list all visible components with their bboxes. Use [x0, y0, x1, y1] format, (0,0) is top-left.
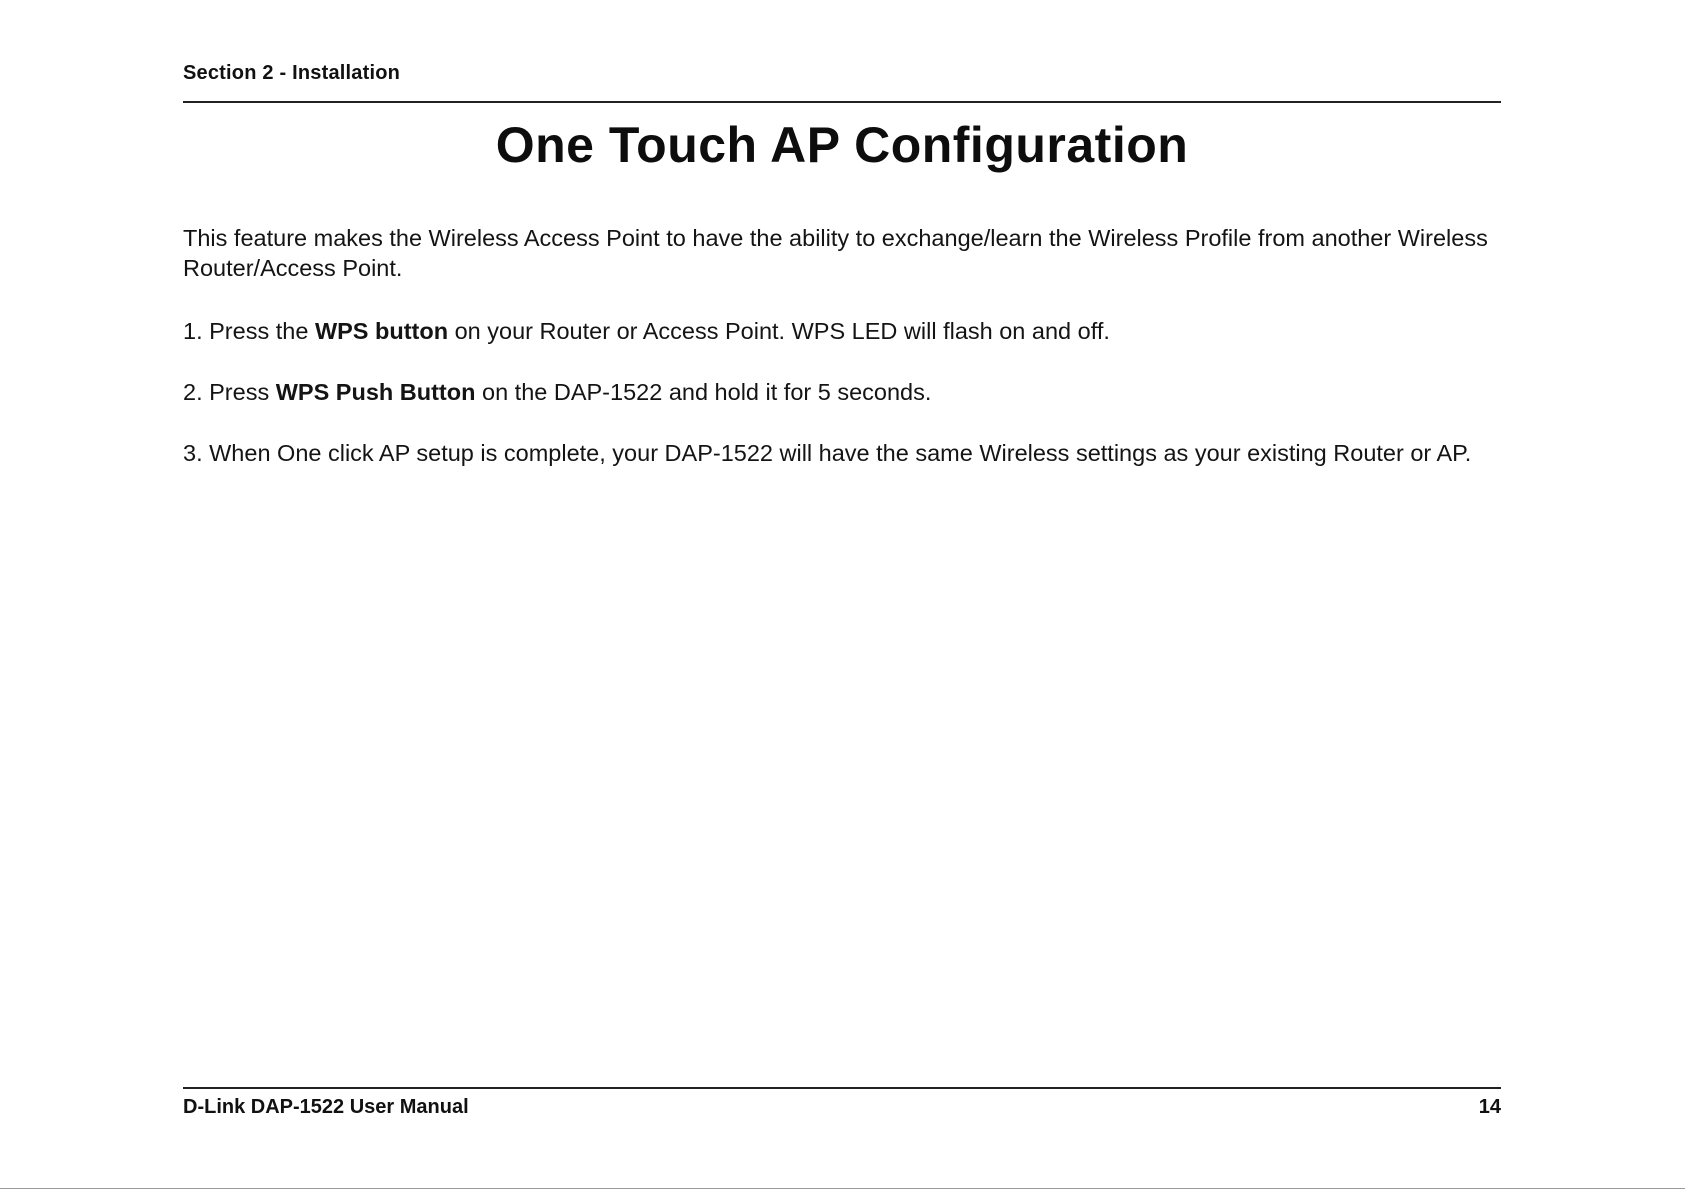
page-title: One Touch AP Configuration — [495, 117, 1189, 173]
step-1 — [183, 316, 1513, 346]
page-number: 14 — [1478, 1096, 1501, 1118]
header-divider — [183, 101, 1501, 103]
step-2 — [183, 377, 1513, 407]
footer-divider — [183, 1087, 1501, 1089]
step-2-bold: WPS Push Button — [275, 379, 476, 405]
scan-edge-line — [0, 1188, 1685, 1189]
step-1-suffix: on your Router or Access Point. WPS LED will flash on and off. — [448, 318, 1110, 344]
section-header: Section 2 - Installation — [183, 62, 401, 84]
step-1-prefix: 1. Press the — [183, 318, 315, 344]
step-2-prefix: 2. Press — [183, 379, 276, 405]
footer-manual-title: D-Link DAP-1522 User Manual — [183, 1096, 469, 1118]
step-1-bold: WPS button — [314, 318, 449, 344]
intro-paragraph: This feature makes the Wireless Access Point to have the ability to exchange/learn the Wireless Profile from another Wireless Router/Access Point. — [183, 225, 1488, 281]
step-2-suffix: on the DAP-1522 and hold it for 5 seconds. — [475, 379, 932, 405]
step-3: 3. When One click AP setup is complete, your DAP-1522 will have the same Wireless settings as your existing Router or AP. — [183, 440, 1472, 466]
